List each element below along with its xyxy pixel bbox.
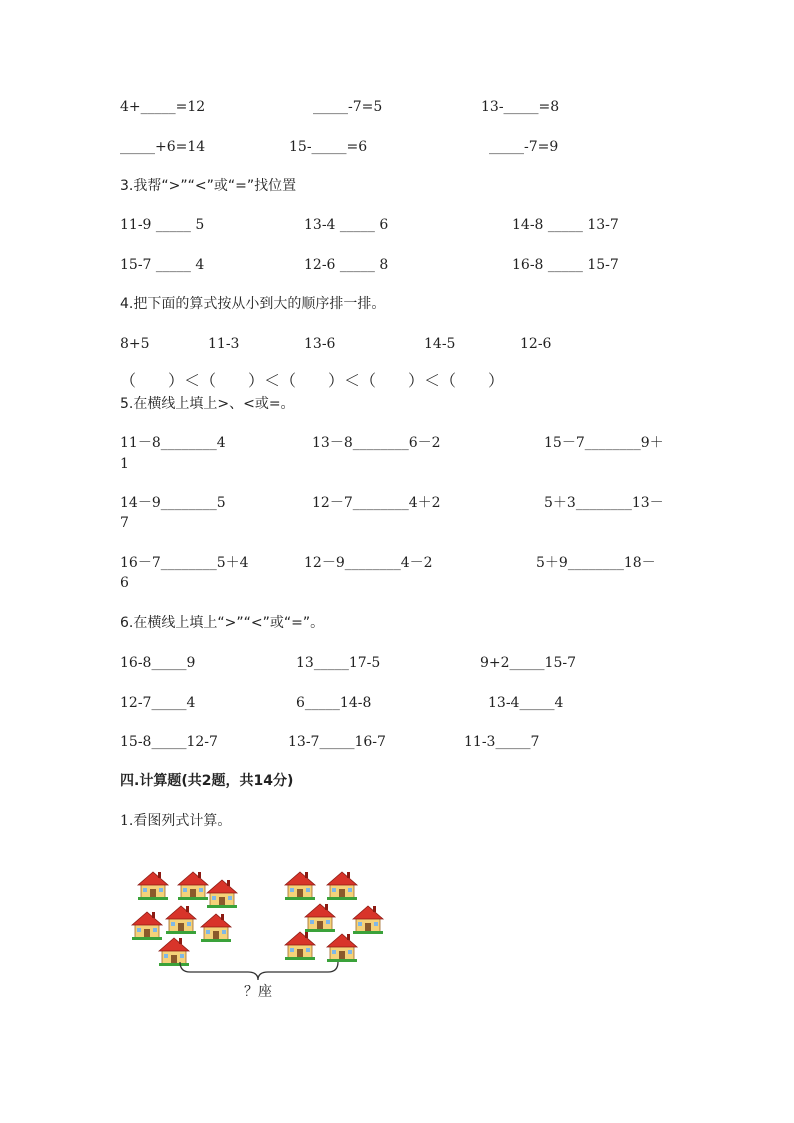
- fill-6-9: 11-3_____7: [464, 734, 540, 750]
- part4-title: 四.计算题(共2题，共14分): [120, 773, 294, 789]
- house-icon-13: [327, 934, 357, 962]
- section4-title: 4.把下面的算式按从小到大的顺序排一排。: [120, 296, 386, 312]
- fill-6-4: 12-7_____4: [120, 695, 196, 711]
- part4-q1: 1.看图列式计算。: [120, 813, 232, 829]
- fill-6-8: 13-7_____16-7: [288, 734, 386, 750]
- fill-5-9: 5＋9________18－: [536, 555, 656, 571]
- house-icon-5: [166, 906, 196, 934]
- blank-eq-6: _____-7=9: [489, 139, 559, 155]
- fill-5-3: 15－7________9＋: [544, 435, 664, 451]
- house-icon-2: [178, 872, 208, 900]
- sort-item-5: 12-6: [520, 336, 552, 352]
- house-icon-8: [285, 872, 315, 900]
- houses-picture: [120, 862, 390, 1002]
- brace: [180, 962, 338, 980]
- blank-eq-5: 15-_____=6: [289, 139, 368, 155]
- house-icon-4: [132, 912, 162, 940]
- fill-5-8: 12－9________4－2: [304, 555, 433, 571]
- house-icon-1: [138, 872, 168, 900]
- houses-illustration: [120, 862, 390, 1002]
- fill-5-4: 14－9________5: [120, 495, 226, 511]
- fill-6-7: 15-8_____12-7: [120, 734, 218, 750]
- house-icon-9: [327, 872, 357, 900]
- compare-3-2: 13-4 _____ 6: [304, 217, 389, 233]
- house-icon-3: [207, 880, 237, 908]
- fill-5-2: 13－8________6－2: [312, 435, 441, 451]
- house-icon-6: [201, 914, 231, 942]
- fill-5-1: 11－8________4: [120, 435, 226, 451]
- fill-6-1: 16-8_____9: [120, 655, 196, 671]
- compare-3-4: 15-7 _____ 4: [120, 257, 205, 273]
- blank-eq-3: 13-_____=8: [481, 99, 560, 115]
- order-line: （ ）＜（ ）＜（ ）＜（ ）＜（ ）: [120, 371, 505, 390]
- fill-6-3: 9+2_____15-7: [480, 655, 576, 671]
- compare-3-1: 11-9 _____ 5: [120, 217, 205, 233]
- sort-item-2: 11-3: [208, 336, 240, 352]
- fill-6-6: 13-4_____4: [488, 695, 564, 711]
- section6-title: 6.在横线上填上“>”“<”或“=”。: [120, 615, 325, 631]
- fill-6-2: 13_____17-5: [296, 655, 381, 671]
- house-icon-7: [159, 938, 189, 966]
- houses-caption: ？座: [244, 984, 272, 1000]
- section3-title: 3.我帮“>”“<”或“=”找位置: [120, 178, 297, 194]
- blank-eq-2: _____-7=5: [313, 99, 383, 115]
- section5-title: 5.在横线上填上>、<或=。: [120, 396, 295, 412]
- fill-5-3-wrap: 1: [120, 456, 129, 472]
- sort-item-4: 14-5: [424, 336, 456, 352]
- fill-5-5: 12－7________4＋2: [312, 495, 441, 511]
- house-icon-10: [305, 904, 335, 932]
- fill-5-6-wrap: 7: [120, 515, 129, 531]
- compare-3-5: 12-6 _____ 8: [304, 257, 389, 273]
- blank-eq-1: 4+_____=12: [120, 99, 206, 115]
- sort-item-3: 13-6: [304, 336, 336, 352]
- house-icon-11: [353, 906, 383, 934]
- compare-3-6: 16-8 _____ 15-7: [512, 257, 619, 273]
- fill-5-6: 5＋3________13－: [544, 495, 664, 511]
- fill-6-5: 6_____14-8: [296, 695, 372, 711]
- sort-item-1: 8+5: [120, 336, 150, 352]
- fill-5-7: 16－7________5＋4: [120, 555, 249, 571]
- compare-3-3: 14-8 _____ 13-7: [512, 217, 619, 233]
- fill-5-9-wrap: 6: [120, 575, 129, 591]
- blank-eq-4: _____+6=14: [120, 139, 206, 155]
- house-icon-12: [285, 932, 315, 960]
